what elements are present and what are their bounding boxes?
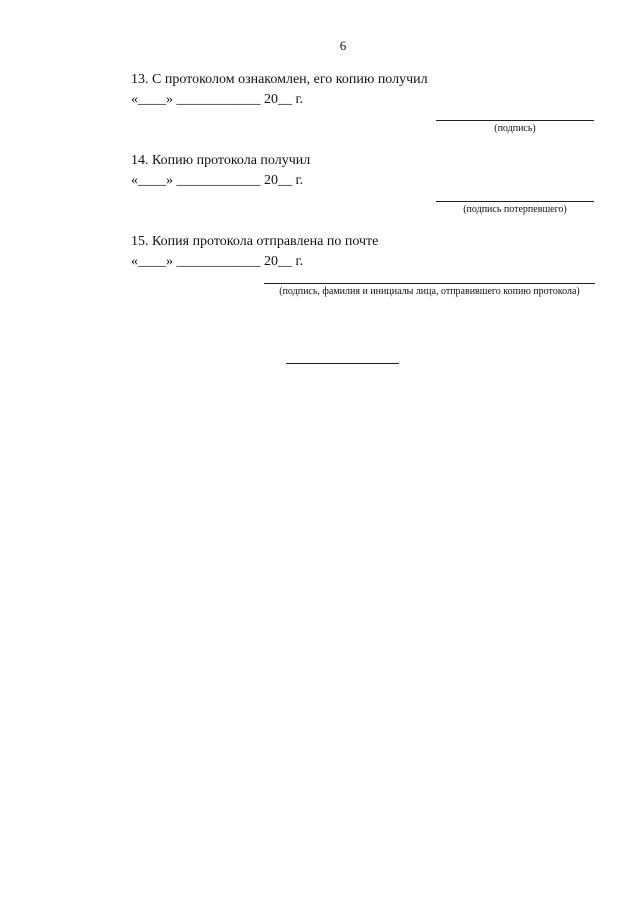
section-14-signature-line	[436, 201, 594, 202]
section-15-title: 15. Копия протокола отправлена по почте	[131, 234, 379, 249]
section-14-signature-caption: (подпись потерпевшего)	[463, 204, 567, 215]
page-number: 6	[339, 38, 347, 53]
section-13-signature-caption: (подпись)	[494, 123, 536, 134]
section-15-signature-line	[264, 283, 595, 284]
section-15-date-line: «____» ____________ 20__ г.	[131, 254, 304, 269]
section-14-title: 14. Копию протокола получил	[131, 153, 311, 168]
section-13-title: 13. С протоколом ознакомлен, его копию получил	[131, 72, 428, 87]
section-13-signature-line	[436, 120, 594, 121]
end-of-document-rule	[286, 363, 399, 364]
section-13-date-line: «____» ____________ 20__ г.	[131, 92, 304, 107]
section-14-date-line: «____» ____________ 20__ г.	[131, 173, 304, 188]
section-15-signature-caption: (подпись, фамилия и инициалы лица, отправившего копию протокола)	[279, 286, 580, 297]
